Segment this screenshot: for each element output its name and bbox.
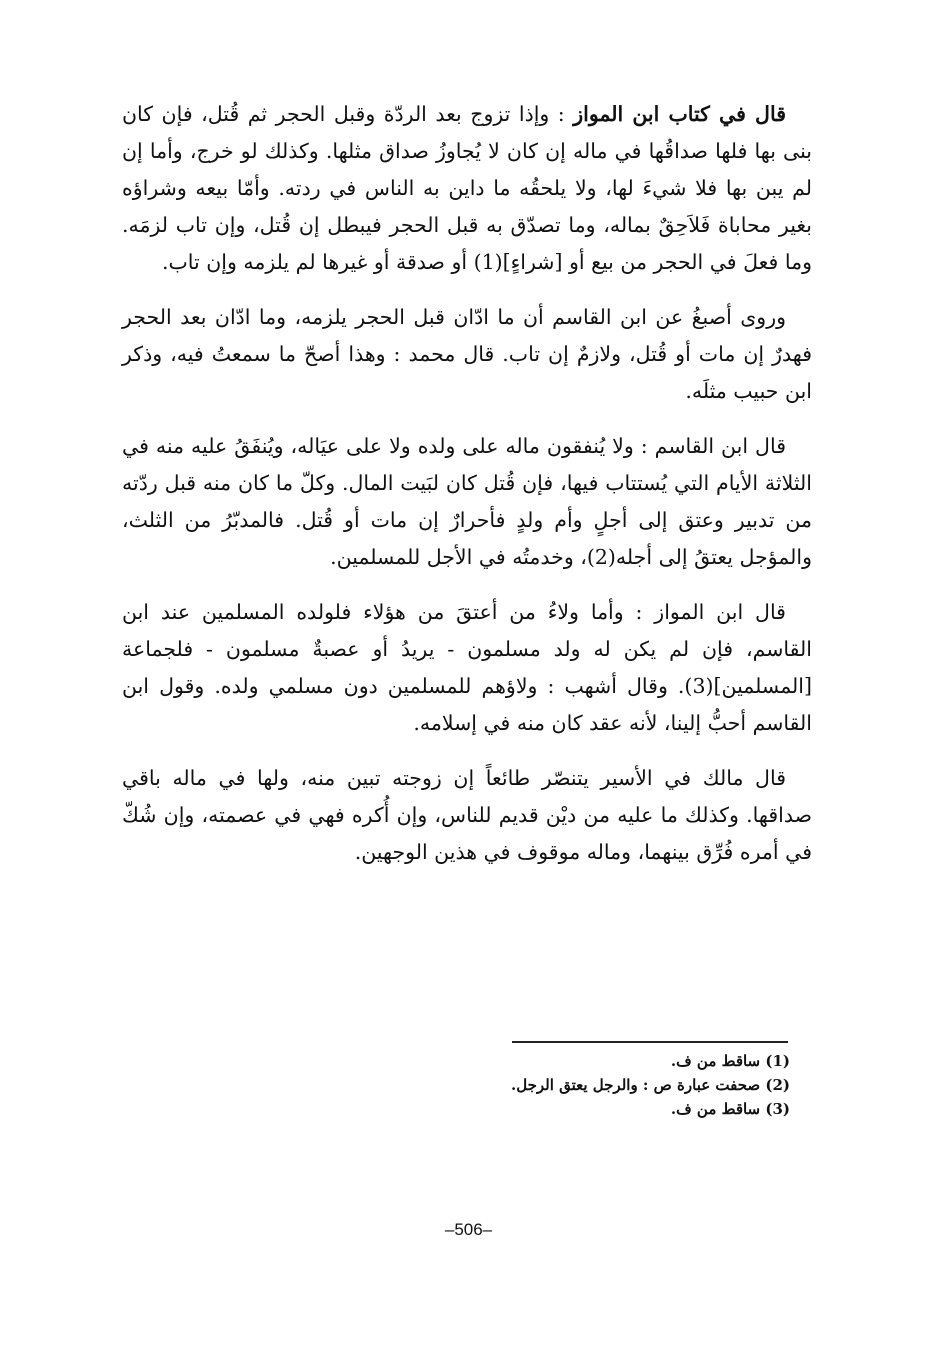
paragraph-3 xyxy=(122,428,812,576)
footnote-2: (2) صحفت عبارة ص : والرجل يعتق الرجل. xyxy=(511,1076,790,1094)
paragraph-text: قال ابن المواز : وأما ولاءُ من أعتقَ من هؤلاء فلولده المسلمين عند ابن القاسم، فإن لم يكن له ولد مسلمون - يريدُ أو عصبةٌ مسلمون - فلجماعة [المسلمين](3). وقال أشهب : ولاؤهم للمسلمين دون مسلمي ولده. وقول ابن القاسم أحبُّ إلينا، لأنه عقد كان منه في إسلامه. xyxy=(122,600,812,735)
footnote-1: (1) ساقط من ف. xyxy=(670,1052,790,1070)
paragraph-text: وروى أصبغُ عن ابن القاسم أن ما ادّان قبل الحجر يلزمه، وما ادّان بعد الحجر فهدرٌ إن مات أو قُتل، ولازمٌ إن تاب. قال محمد : وهذا أصحّ ما سمعتُ فيه، وذكر ابن حبيب مثلَه. xyxy=(122,305,812,403)
paragraph-2 xyxy=(122,299,812,410)
footnote-3: (3) ساقط من ف. xyxy=(670,1100,790,1118)
paragraph-text: قال ابن القاسم : ولا يُنفقون ماله على ولده ولا على عيَاله، ويُنفَقُ عليه منه في الثلاثة الأيام التي يُستتاب فيها، فإن قُتل كان لبَيت المال. وكلّ ما كان منه قبل ردّته من تدبير وعتق إلى أجلٍ وأم ولدٍ فأحرارٌ إن مات أو قُتل. فالمدبّرُ من الثلث، والمؤجل يعتقُ إلى أجله(2)، وخدمتُه في الأجل للمسلمين. xyxy=(122,434,812,569)
page-number: –506– xyxy=(444,1220,493,1239)
paragraph-1 xyxy=(122,96,812,281)
paragraph-lead: قال في كتاب ابن المواز xyxy=(573,102,786,126)
paragraph-text: قال مالك في الأسير يتنصّر طائعاً إن زوجته تبين منه، ولها في ماله باقي صداقها. وكذلك ما عليه من ديْن قديم للناس، وإن أُكره فهي في عصمته، وإن شُكّ في أمره فُرِّق بينهما، وماله موقوف في هذين الوجهين. xyxy=(122,766,812,864)
paragraph-4 xyxy=(122,594,812,742)
paragraph-text: : وإذا تزوج بعد الردّة وقبل الحجر ثم قُتل، فإن كان بنى بها فلها صداقُها في ماله إن كان لا يُجاوزُ صداق مثلها. وكذلك لو خرج، وأما إن لم يبن بها فلا شيءَ لها، ولا يلحقُه ما داين به الناس في ردته. وأمّا بيعه وشراؤه بغير محاباة فَلاَحِقٌ بماله، وما تصدّق به قبل الحجر فيبطل إن قُتل، وإن تاب لزمَه. وما فعلَ في الحجر من بيع أو [شراءٍ](1) أو صدقة أو غيرها لم يلزمه وإن تاب. xyxy=(122,102,812,274)
footnote-divider xyxy=(512,1041,788,1043)
main-text xyxy=(122,96,812,889)
footnotes xyxy=(300,1050,790,1122)
paragraph-5 xyxy=(122,760,812,871)
